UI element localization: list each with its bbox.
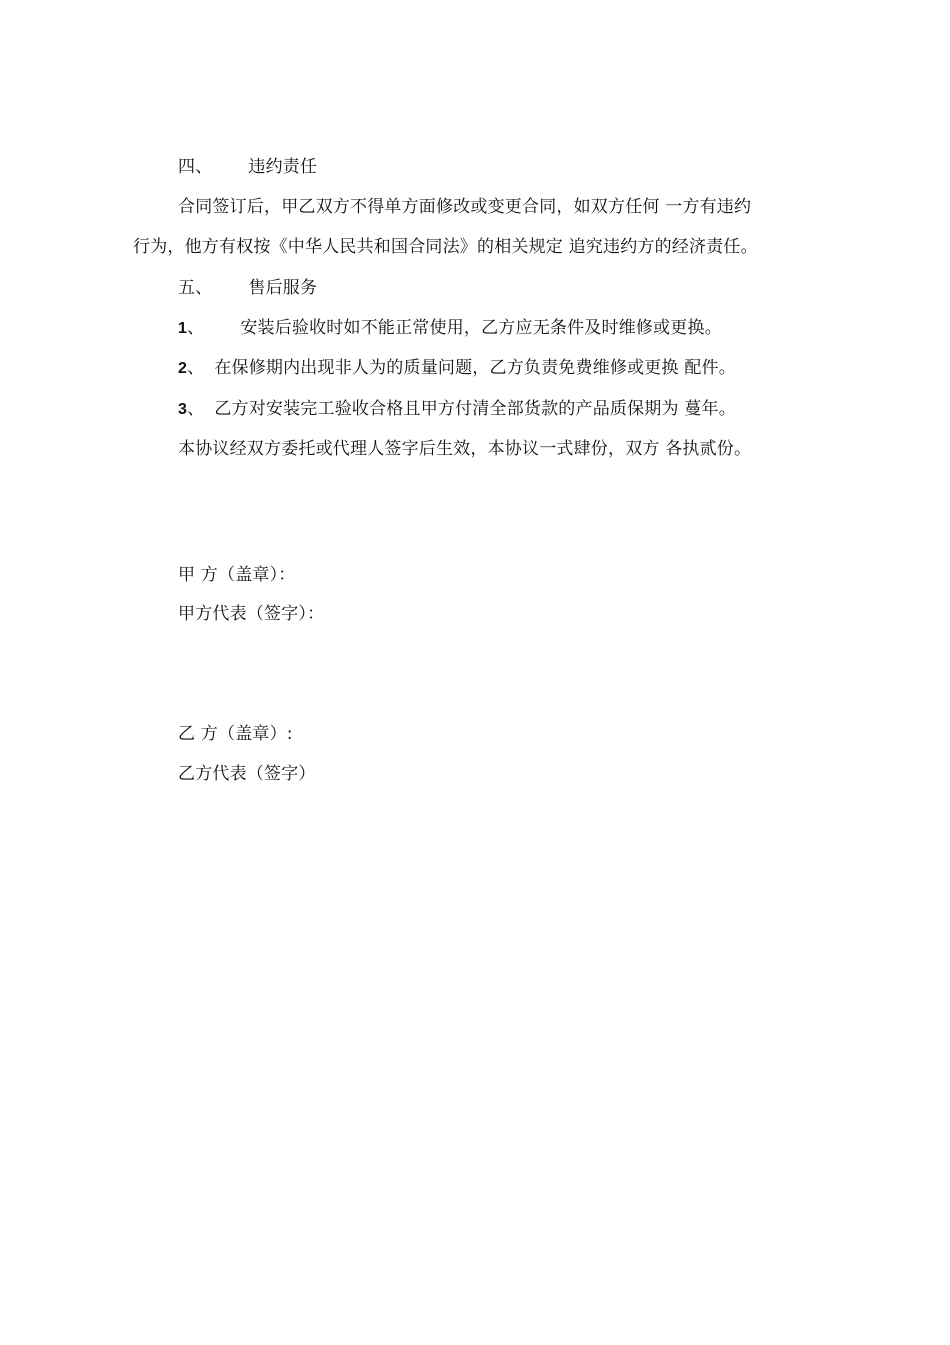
section-5-number: 五、	[178, 278, 213, 298]
item-2-number: 2	[178, 360, 188, 377]
section-4-heading	[178, 155, 317, 179]
after-sales-item-2	[178, 356, 736, 381]
item-3-number: 3	[178, 401, 188, 418]
closing-statement: 本协议经双方委托或代理人签字后生效，本协议一式肆份，双方 各执贰份。	[178, 439, 752, 459]
item-2-separator: 、	[187, 358, 205, 378]
item-1-text: 安装后验收时如不能正常使用，乙方应无条件及时维修或更换。	[240, 318, 722, 338]
section-4-paragraph-line-1: 合同签订后，甲乙双方不得单方面修改或变更合同，如双方任何 一方有违约	[178, 197, 752, 217]
section-4-title: 违约责任	[248, 157, 318, 177]
item-3-separator: 、	[187, 399, 205, 419]
after-sales-item-3	[178, 397, 736, 422]
after-sales-item-1	[178, 316, 722, 341]
party-a-representative-label: 甲方代表（签字）：	[178, 604, 325, 624]
section-5-heading	[178, 276, 317, 300]
item-1-separator: 、	[187, 318, 205, 338]
party-a-seal-label: 甲 方（盖章）：	[178, 565, 296, 585]
item-2-text: 在保修期内出现非人为的质量问题，乙方负责免费维修或更换 配件。	[214, 358, 736, 378]
section-5-title: 售后服务	[248, 278, 318, 298]
party-b-seal-label: 乙 方（盖章）:	[178, 724, 293, 744]
section-4-paragraph-line-2: 行为，他方有权按《中华人民共和国合同法》的相关规定 追究违约方的经济责任。	[133, 237, 758, 257]
item-3-text: 乙方对安装完工验收合格且甲方付清全部货款的产品质保期为 蔓年。	[214, 399, 736, 419]
item-1-number: 1	[178, 320, 188, 337]
section-4-number: 四、	[178, 157, 213, 177]
party-b-representative-label: 乙方代表（签字）	[178, 764, 316, 784]
